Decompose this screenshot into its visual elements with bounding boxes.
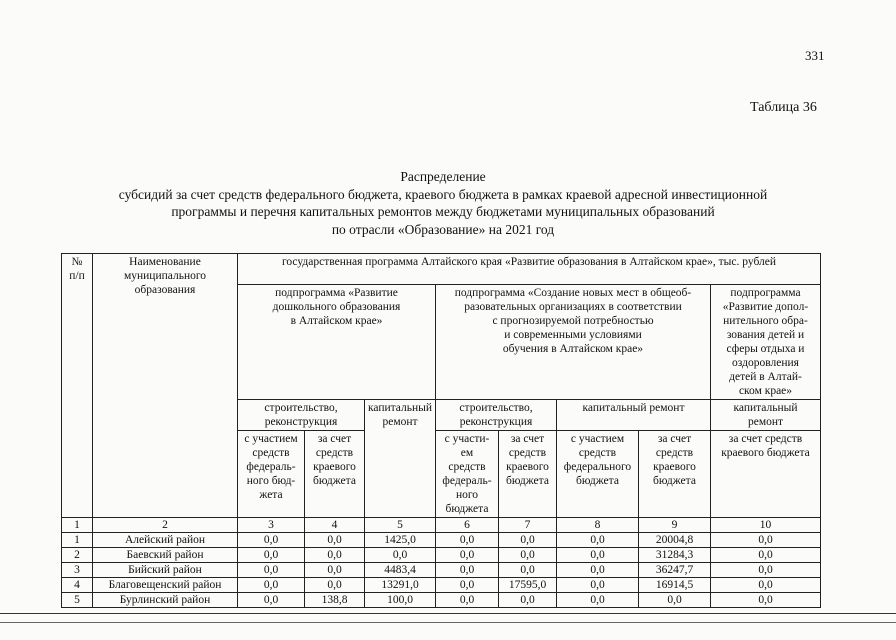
title-line-2: субсидий за счет средств федерального бюджета, краевого бюджета в рамках краевой адресной инвестиционной	[118, 186, 768, 202]
cell-c3: 0,0	[238, 533, 305, 548]
row-number: 2	[62, 548, 93, 563]
column-number: 2	[93, 518, 238, 533]
row-number: 3	[62, 563, 93, 578]
cell-c6: 0,0	[436, 593, 499, 608]
header-capital-repair-2: капитальный ремонт	[557, 400, 711, 431]
cell-c4: 0,0	[305, 563, 365, 578]
cell-c3: 0,0	[238, 563, 305, 578]
header-col-name: Наименование муниципального образования	[93, 254, 238, 518]
cell-c10: 0,0	[711, 563, 821, 578]
column-number-row	[62, 518, 821, 533]
cell-c10: 0,0	[711, 578, 821, 593]
column-number: 3	[238, 518, 305, 533]
cell-c8: 0,0	[557, 593, 639, 608]
cell-c9: 36247,7	[639, 563, 711, 578]
cell-c8: 0,0	[557, 548, 639, 563]
cell-c9: 20004,8	[639, 533, 711, 548]
column-number: 9	[639, 518, 711, 533]
district-name: Алейский район	[93, 533, 238, 548]
cell-c10: 0,0	[711, 548, 821, 563]
scan-edge-line-2	[0, 622, 896, 623]
cell-c8: 0,0	[557, 578, 639, 593]
header-c3: с участием средств федераль- ного бюд- жета	[238, 431, 305, 518]
header-c7: за счет средств краевого бюджета	[499, 431, 557, 518]
table-row	[62, 548, 821, 563]
cell-c5: 4483,4	[365, 563, 436, 578]
cell-c9: 16914,5	[639, 578, 711, 593]
table-row	[62, 563, 821, 578]
cell-c5: 0,0	[365, 548, 436, 563]
subsidy-table	[61, 253, 821, 608]
cell-c4: 0,0	[305, 548, 365, 563]
header-construction-1: строительство, реконструкция	[238, 400, 365, 431]
cell-c6: 0,0	[436, 578, 499, 593]
header-capital-repair-1: капитальный ремонт	[365, 400, 436, 518]
header-subprogram-new-places: подпрограмма «Создание новых мест в общеоб- разовательных организациях в соответствии с прогнозируемой потребностью и современными условиями обучения в Алтайском крае»	[436, 285, 711, 400]
cell-c10: 0,0	[711, 533, 821, 548]
column-number: 6	[436, 518, 499, 533]
document-title	[60, 168, 826, 238]
cell-c10: 0,0	[711, 593, 821, 608]
column-number: 10	[711, 518, 821, 533]
cell-c3: 0,0	[238, 578, 305, 593]
district-name: Баевский район	[93, 548, 238, 563]
scan-edge-line	[0, 613, 896, 614]
cell-c4: 138,8	[305, 593, 365, 608]
cell-c4: 0,0	[305, 533, 365, 548]
district-name: Бурлинский район	[93, 593, 238, 608]
cell-c8: 0,0	[557, 533, 639, 548]
cell-c6: 0,0	[436, 533, 499, 548]
title-line-1: Распределение	[400, 169, 486, 184]
cell-c5: 1425,0	[365, 533, 436, 548]
cell-c7: 0,0	[499, 563, 557, 578]
header-capital-repair-3: капитальный ремонт	[711, 400, 821, 431]
cell-c3: 0,0	[238, 548, 305, 563]
cell-c5: 13291,0	[365, 578, 436, 593]
cell-c3: 0,0	[238, 593, 305, 608]
header-c6: с участи- ем средств федераль- ного бюджета	[436, 431, 499, 518]
cell-c7: 0,0	[499, 548, 557, 563]
table-row	[62, 578, 821, 593]
district-name: Благовещенский район	[93, 578, 238, 593]
cell-c9: 31284,3	[639, 548, 711, 563]
table-row	[62, 533, 821, 548]
header-c10: за счет средств краевого бюджета	[711, 431, 821, 518]
cell-c5: 100,0	[365, 593, 436, 608]
header-construction-2: строительство, реконструкция	[436, 400, 557, 431]
cell-c7: 0,0	[499, 593, 557, 608]
page-number: 331	[805, 48, 825, 63]
cell-c6: 0,0	[436, 563, 499, 578]
column-number: 1	[62, 518, 93, 533]
title-line-4: по отрасли «Образование» на 2021 год	[331, 221, 555, 237]
table-label: Таблица 36	[750, 100, 817, 115]
cell-c8: 0,0	[557, 563, 639, 578]
district-name: Бийский район	[93, 563, 238, 578]
header-col-no: № п/п	[62, 254, 93, 518]
header-c4: за счет средств краевого бюджета	[305, 431, 365, 518]
cell-c7: 17595,0	[499, 578, 557, 593]
cell-c4: 0,0	[305, 578, 365, 593]
cell-c6: 0,0	[436, 548, 499, 563]
table-row	[62, 593, 821, 608]
header-subprogram-additional: подпрограмма «Развитие допол- нительного обра- зования детей и сферы отдыха и оздоровления детей в Алтай- ском крае»	[711, 285, 821, 400]
row-number: 5	[62, 593, 93, 608]
row-number: 1	[62, 533, 93, 548]
column-number: 4	[305, 518, 365, 533]
title-line-3: программы и перечня капитальных ремонтов между бюджетами муниципальных образований	[171, 204, 715, 219]
cell-c9: 0,0	[639, 593, 711, 608]
header-c9: за счет средств краевого бюджета	[639, 431, 711, 518]
column-number: 5	[365, 518, 436, 533]
header-subprogram-preschool: подпрограмма «Развитие дошкольного образования в Алтайском крае»	[238, 285, 436, 400]
column-number: 8	[557, 518, 639, 533]
header-program: государственная программа Алтайского края «Развитие образования в Алтайском крае», тыс. рублей	[238, 254, 821, 285]
column-number: 7	[499, 518, 557, 533]
header-c8: с участием средств федерального бюджета	[557, 431, 639, 518]
cell-c7: 0,0	[499, 533, 557, 548]
row-number: 4	[62, 578, 93, 593]
